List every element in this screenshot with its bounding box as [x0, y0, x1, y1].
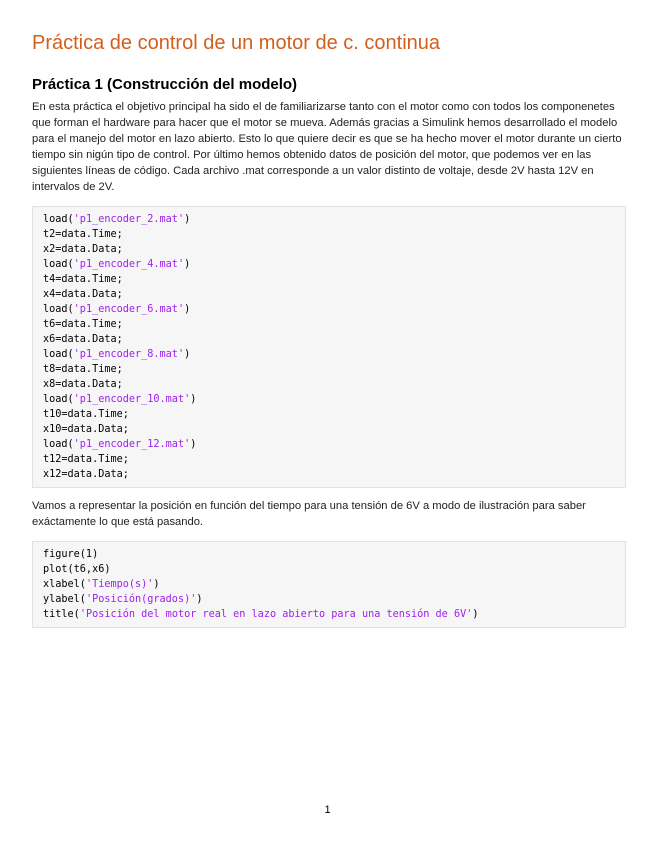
code-line — [43, 392, 615, 407]
code-line — [43, 212, 615, 227]
code-string-literal: 'Tiempo(s)' — [85, 579, 154, 590]
code-text: load( — [43, 214, 74, 225]
code-string-literal: 'p1_encoder_12.mat' — [73, 439, 191, 450]
code-text: ) — [184, 259, 191, 270]
code-string-literal: 'Posición del motor real en lazo abierto para una tensión de 6V' — [79, 609, 473, 620]
code-text: ) — [190, 439, 197, 450]
code-text: title( — [43, 609, 80, 620]
code-text: ) — [153, 579, 160, 590]
code-text: x2=data.Data; — [43, 244, 123, 255]
code-line — [43, 272, 615, 287]
code-text: plot(t6,x6) — [43, 564, 111, 575]
code-text: t6=data.Time; — [43, 319, 123, 330]
code-string-literal: 'p1_encoder_8.mat' — [73, 349, 185, 360]
code-line — [43, 607, 615, 622]
code-line — [43, 317, 615, 332]
code-line — [43, 547, 615, 562]
code-line — [43, 407, 615, 422]
code-line — [43, 422, 615, 437]
middle-paragraph: Vamos a representar la posición en función del tiempo para una tensión de 6V a modo de ilustración para saber exáctamente lo que está pasando. — [32, 500, 586, 528]
code-line — [43, 257, 615, 272]
page-number: 1 — [324, 804, 331, 816]
code-text: load( — [43, 304, 74, 315]
code-text: ) — [184, 349, 191, 360]
code-line — [43, 227, 615, 242]
code-line — [43, 592, 615, 607]
code-string-literal: 'p1_encoder_6.mat' — [73, 304, 185, 315]
document-page — [32, 30, 626, 638]
code-text: figure(1) — [43, 549, 99, 560]
code-text: ) — [184, 304, 191, 315]
code-text: t12=data.Time; — [43, 454, 129, 465]
code-line — [43, 302, 615, 317]
code-block-load-data — [32, 206, 626, 488]
document-title: Práctica de control de un motor de c. continua — [32, 32, 441, 54]
code-text: t2=data.Time; — [43, 229, 123, 240]
code-block-plot — [32, 541, 626, 628]
code-text: load( — [43, 349, 74, 360]
code-text: t4=data.Time; — [43, 274, 123, 285]
code-text: load( — [43, 394, 74, 405]
code-text: t10=data.Time; — [43, 409, 129, 420]
code-text: x6=data.Data; — [43, 334, 123, 345]
code-line — [43, 287, 615, 302]
code-text: load( — [43, 259, 74, 270]
code-text: x8=data.Data; — [43, 379, 123, 390]
code-string-literal: 'Posición(grados)' — [85, 594, 197, 605]
code-line — [43, 362, 615, 377]
code-string-literal: 'p1_encoder_2.mat' — [73, 214, 185, 225]
code-text: ) — [472, 609, 479, 620]
code-text: load( — [43, 439, 74, 450]
code-line — [43, 242, 615, 257]
code-line — [43, 562, 615, 577]
code-text: ) — [184, 214, 191, 225]
code-text: xlabel( — [43, 579, 86, 590]
code-text: ) — [190, 394, 197, 405]
code-text: x10=data.Data; — [43, 424, 129, 435]
code-text: ylabel( — [43, 594, 86, 605]
code-line — [43, 467, 615, 482]
section-heading: Práctica 1 (Construcción del modelo) — [32, 76, 298, 93]
code-text: x12=data.Data; — [43, 469, 129, 480]
code-string-literal: 'p1_encoder_4.mat' — [73, 259, 185, 270]
code-text: x4=data.Data; — [43, 289, 123, 300]
code-text: ) — [196, 594, 203, 605]
code-string-literal: 'p1_encoder_10.mat' — [73, 394, 191, 405]
code-line — [43, 347, 615, 362]
code-text: t8=data.Time; — [43, 364, 123, 375]
intro-paragraph: En esta práctica el objetivo principal ha sido el de familiarizarse tanto con el motor como con todos los componenetes que forman el hardware para hacer que el motor se mueva. Además gracias a Simulink hemos desarrollado el modelo para el manejo del motor en lazo abierto. Esto lo que quiere decir es que se ha hecho mover el motor durante un cierto tiempo sin nigún tipo de control. Por último hemos obtenido datos de posición del motor, que podemos ver en las siguientes líneas de código. Cada archivo .mat corresponde a un valor distinto de voltaje, desde 2V hasta 12V en intervalos de 2V. — [32, 101, 622, 193]
code-line — [43, 577, 615, 592]
code-line — [43, 437, 615, 452]
code-line — [43, 377, 615, 392]
code-line — [43, 332, 615, 347]
code-line — [43, 452, 615, 467]
